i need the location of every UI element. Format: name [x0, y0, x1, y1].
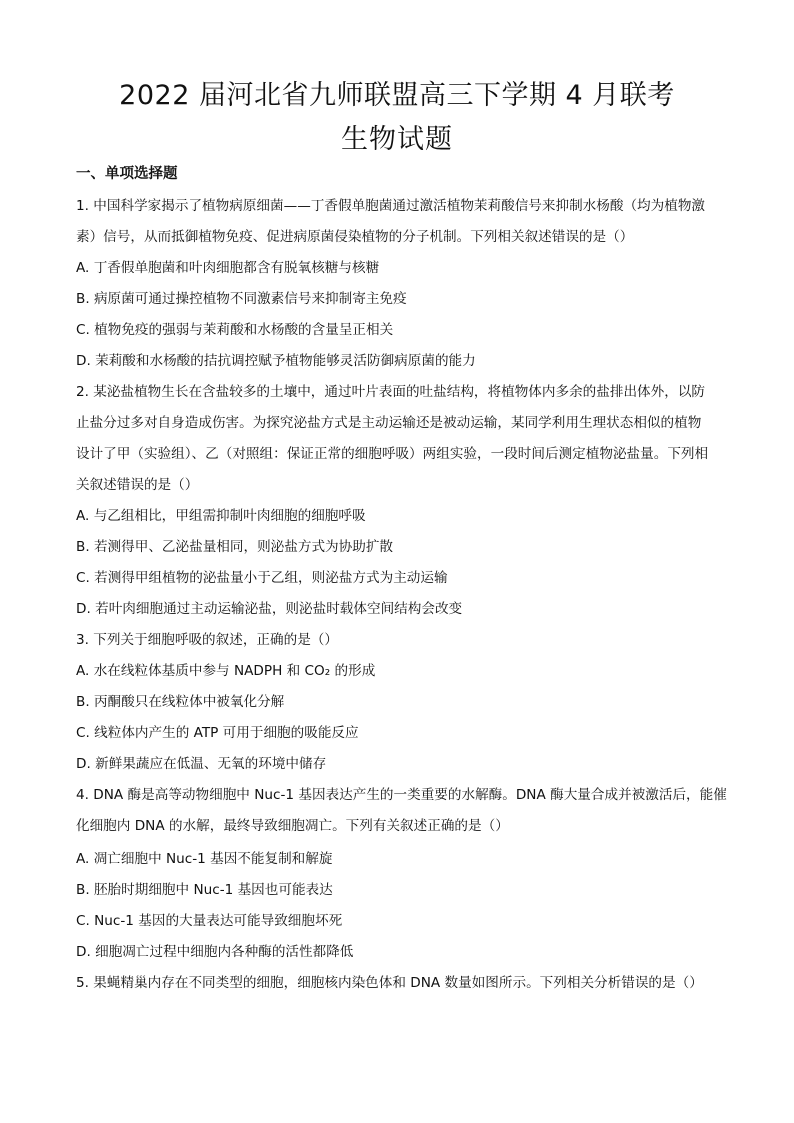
question-1-option-a: A. 丁香假单胞菌和叶肉细胞都含有脱氧核糖与核糖 [76, 260, 380, 276]
question-3-stem-line-1: 3. 下列关于细胞呼吸的叙述，正确的是（） [76, 632, 338, 648]
question-4-stem-line-1: 4. DNA 酶是高等动物细胞中 Nuc-1 基因表达产生的一类重要的水解酶。DNA 酶大量合成并被激活后，能催 [76, 787, 727, 803]
document-title: 2022 届河北省九师联盟高三下学期 4 月联考 [119, 80, 675, 111]
question-4-option-b: B. 胚胎时期细胞中 Nuc-1 基因也可能表达 [76, 882, 333, 898]
question-1-option-b: B. 病原菌可通过操控植物不同激素信号来抑制寄主免疫 [76, 291, 407, 307]
question-2-option-a: A. 与乙组相比，甲组需抑制叶肉细胞的细胞呼吸 [76, 508, 366, 524]
question-4-option-d: D. 细胞凋亡过程中细胞内各种酶的活性都降低 [76, 944, 354, 960]
question-5-stem-line-1: 5. 果蝇精巢内存在不同类型的细胞，细胞核内染色体和 DNA 数量如图所示。下列相关分析错误的是（） [76, 975, 703, 991]
question-1-option-c: C. 植物免疫的强弱与茉莉酸和水杨酸的含量呈正相关 [76, 322, 394, 338]
question-2-option-d: D. 若叶肉细胞通过主动运输泌盐，则泌盐时载体空间结构会改变 [76, 601, 463, 617]
question-2-option-b: B. 若测得甲、乙泌盐量相同，则泌盐方式为协助扩散 [76, 539, 394, 555]
question-2-stem-line-1: 2. 某泌盐植物生长在含盐较多的土壤中，通过叶片表面的吐盐结构，将植物体内多余的盐排出体外，以防 [76, 384, 706, 400]
question-3-option-c: C. 线粒体内产生的 ATP 可用于细胞的吸能反应 [76, 725, 359, 741]
question-3-option-b: B. 丙酮酸只在线粒体中被氧化分解 [76, 694, 285, 710]
question-4-stem-line-2: 化细胞内 DNA 的水解，最终导致细胞凋亡。下列有关叙述正确的是（） [76, 818, 509, 834]
question-2-stem-line-2: 止盐分过多对自身造成伤害。为探究泌盐方式是主动运输还是被动运输，某同学利用生理状态相似的植物 [76, 415, 702, 431]
question-2-stem-line-3: 设计了甲（实验组）、乙（对照组：保证正常的细胞呼吸）两组实验，一段时间后测定植物泌盐量。下列相 [76, 446, 709, 462]
question-3-option-a: A. 水在线粒体基质中参与 NADPH 和 CO₂ 的形成 [76, 663, 376, 679]
question-1-stem-line-1: 1. 中国科学家揭示了植物病原细菌——丁香假单胞菌通过激活植物茉莉酸信号来抑制水杨酸（均为植物激 [76, 198, 706, 214]
question-4-option-c: C. Nuc-1 基因的大量表达可能导致细胞坏死 [76, 913, 343, 929]
document-subtitle: 生物试题 [341, 124, 453, 155]
question-1-stem-line-2: 素）信号，从而抵御植物免疫、促进病原菌侵染植物的分子机制。下列相关叙述错误的是（） [76, 229, 634, 245]
question-4-option-a: A. 凋亡细胞中 Nuc-1 基因不能复制和解旋 [76, 851, 333, 867]
question-2-option-c: C. 若测得甲组植物的泌盐量小于乙组，则泌盐方式为主动运输 [76, 570, 448, 586]
question-3-option-d: D. 新鲜果蔬应在低温、无氧的环境中储存 [76, 756, 327, 772]
question-1-option-d: D. 茉莉酸和水杨酸的拮抗调控赋予植物能够灵活防御病原菌的能力 [76, 353, 476, 369]
question-2-stem-line-4: 关叙述错误的是（） [76, 477, 199, 493]
section-heading: 一、单项选择题 [76, 166, 178, 182]
